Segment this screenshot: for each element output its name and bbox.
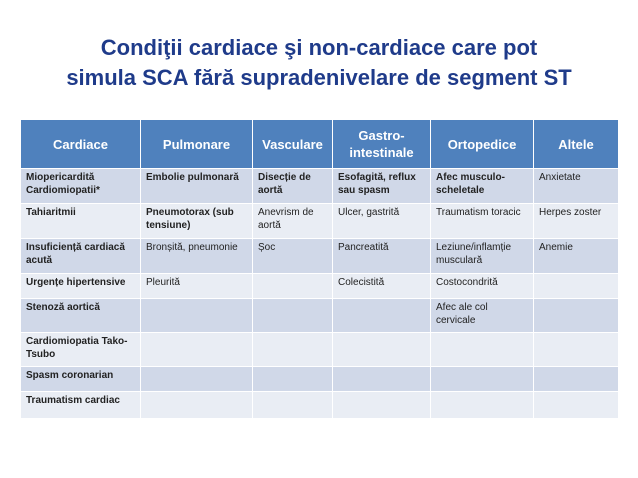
cell-cardiace: Cardiomiopatia Tako-Tsubo <box>21 333 141 367</box>
cell-altele <box>534 274 619 299</box>
table-row <box>21 169 619 204</box>
cell-vasculare <box>253 274 333 299</box>
cell-gastrointestinale <box>333 367 431 392</box>
cell-pulmonare <box>141 392 253 419</box>
header-ortopedice: Ortopedice <box>431 120 534 169</box>
cell-vasculare: Șoc <box>253 239 333 274</box>
header-gastrointestinale: Gastro- intestinale <box>333 120 431 169</box>
cell-ortopedice: Traumatism toracic <box>431 204 534 239</box>
cell-ortopedice <box>431 392 534 419</box>
table-row <box>21 204 619 239</box>
cell-gastrointestinale <box>333 333 431 367</box>
cell-altele: Anxietate <box>534 169 619 204</box>
cell-cardiace: Traumatism cardiac <box>21 392 141 419</box>
cell-pulmonare: Embolie pulmonară <box>141 169 253 204</box>
header-cardiace: Cardiace <box>21 120 141 169</box>
table-row <box>21 239 619 274</box>
cell-altele <box>534 392 619 419</box>
table-row <box>21 392 619 419</box>
cell-gastrointestinale <box>333 392 431 419</box>
header-pulmonare: Pulmonare <box>141 120 253 169</box>
cell-cardiace: Urgențe hipertensive <box>21 274 141 299</box>
cell-vasculare <box>253 299 333 333</box>
cell-altele: Anemie <box>534 239 619 274</box>
cell-vasculare: Disecție de aortă <box>253 169 333 204</box>
cell-gastrointestinale <box>333 299 431 333</box>
cell-pulmonare: Pneumotorax (sub tensiune) <box>141 204 253 239</box>
cell-vasculare: Anevrism de aortă <box>253 204 333 239</box>
cell-altele <box>534 367 619 392</box>
table-row <box>21 299 619 333</box>
title-line-2: simula SCA fără supradenivelare de segment ST <box>66 65 572 90</box>
cell-ortopedice <box>431 367 534 392</box>
table-row <box>21 274 619 299</box>
cell-vasculare <box>253 333 333 367</box>
cell-altele <box>534 299 619 333</box>
cell-altele: Herpes zoster <box>534 204 619 239</box>
table-row <box>21 333 619 367</box>
cell-gastrointestinale: Colecistită <box>333 274 431 299</box>
cell-gastrointestinale: Esofagită, reflux sau spasm <box>333 169 431 204</box>
cell-gastrointestinale: Pancreatită <box>333 239 431 274</box>
cell-pulmonare <box>141 367 253 392</box>
cell-ortopedice <box>431 333 534 367</box>
cell-ortopedice: Afec ale col cervicale <box>431 299 534 333</box>
cell-altele <box>534 333 619 367</box>
cell-ortopedice: Leziune/inflamție musculară <box>431 239 534 274</box>
header-row <box>21 120 619 169</box>
title-line-1: Condiţii cardiace şi non-cardiace care pot <box>100 35 538 60</box>
cell-cardiace: Tahiaritmii <box>21 204 141 239</box>
header-altele: Altele <box>534 120 619 169</box>
slide-title <box>0 33 638 93</box>
header-vasculare: Vasculare <box>253 120 333 169</box>
cell-ortopedice: Costocondrită <box>431 274 534 299</box>
cell-cardiace: Stenoză aortică <box>21 299 141 333</box>
cell-vasculare <box>253 367 333 392</box>
cell-cardiace: Spasm coronarian <box>21 367 141 392</box>
table-row <box>21 367 619 392</box>
differential-table <box>20 119 619 419</box>
cell-cardiace: Insuficiență cardiacă acută <box>21 239 141 274</box>
cell-cardiace: Miopericardită Cardiomiopatii* <box>21 169 141 204</box>
cell-vasculare <box>253 392 333 419</box>
cell-pulmonare: Pleurită <box>141 274 253 299</box>
cell-pulmonare <box>141 333 253 367</box>
cell-ortopedice: Afec musculo-scheletale <box>431 169 534 204</box>
cell-pulmonare <box>141 299 253 333</box>
cell-gastrointestinale: Ulcer, gastrită <box>333 204 431 239</box>
cell-pulmonare: Bronșită, pneumonie <box>141 239 253 274</box>
